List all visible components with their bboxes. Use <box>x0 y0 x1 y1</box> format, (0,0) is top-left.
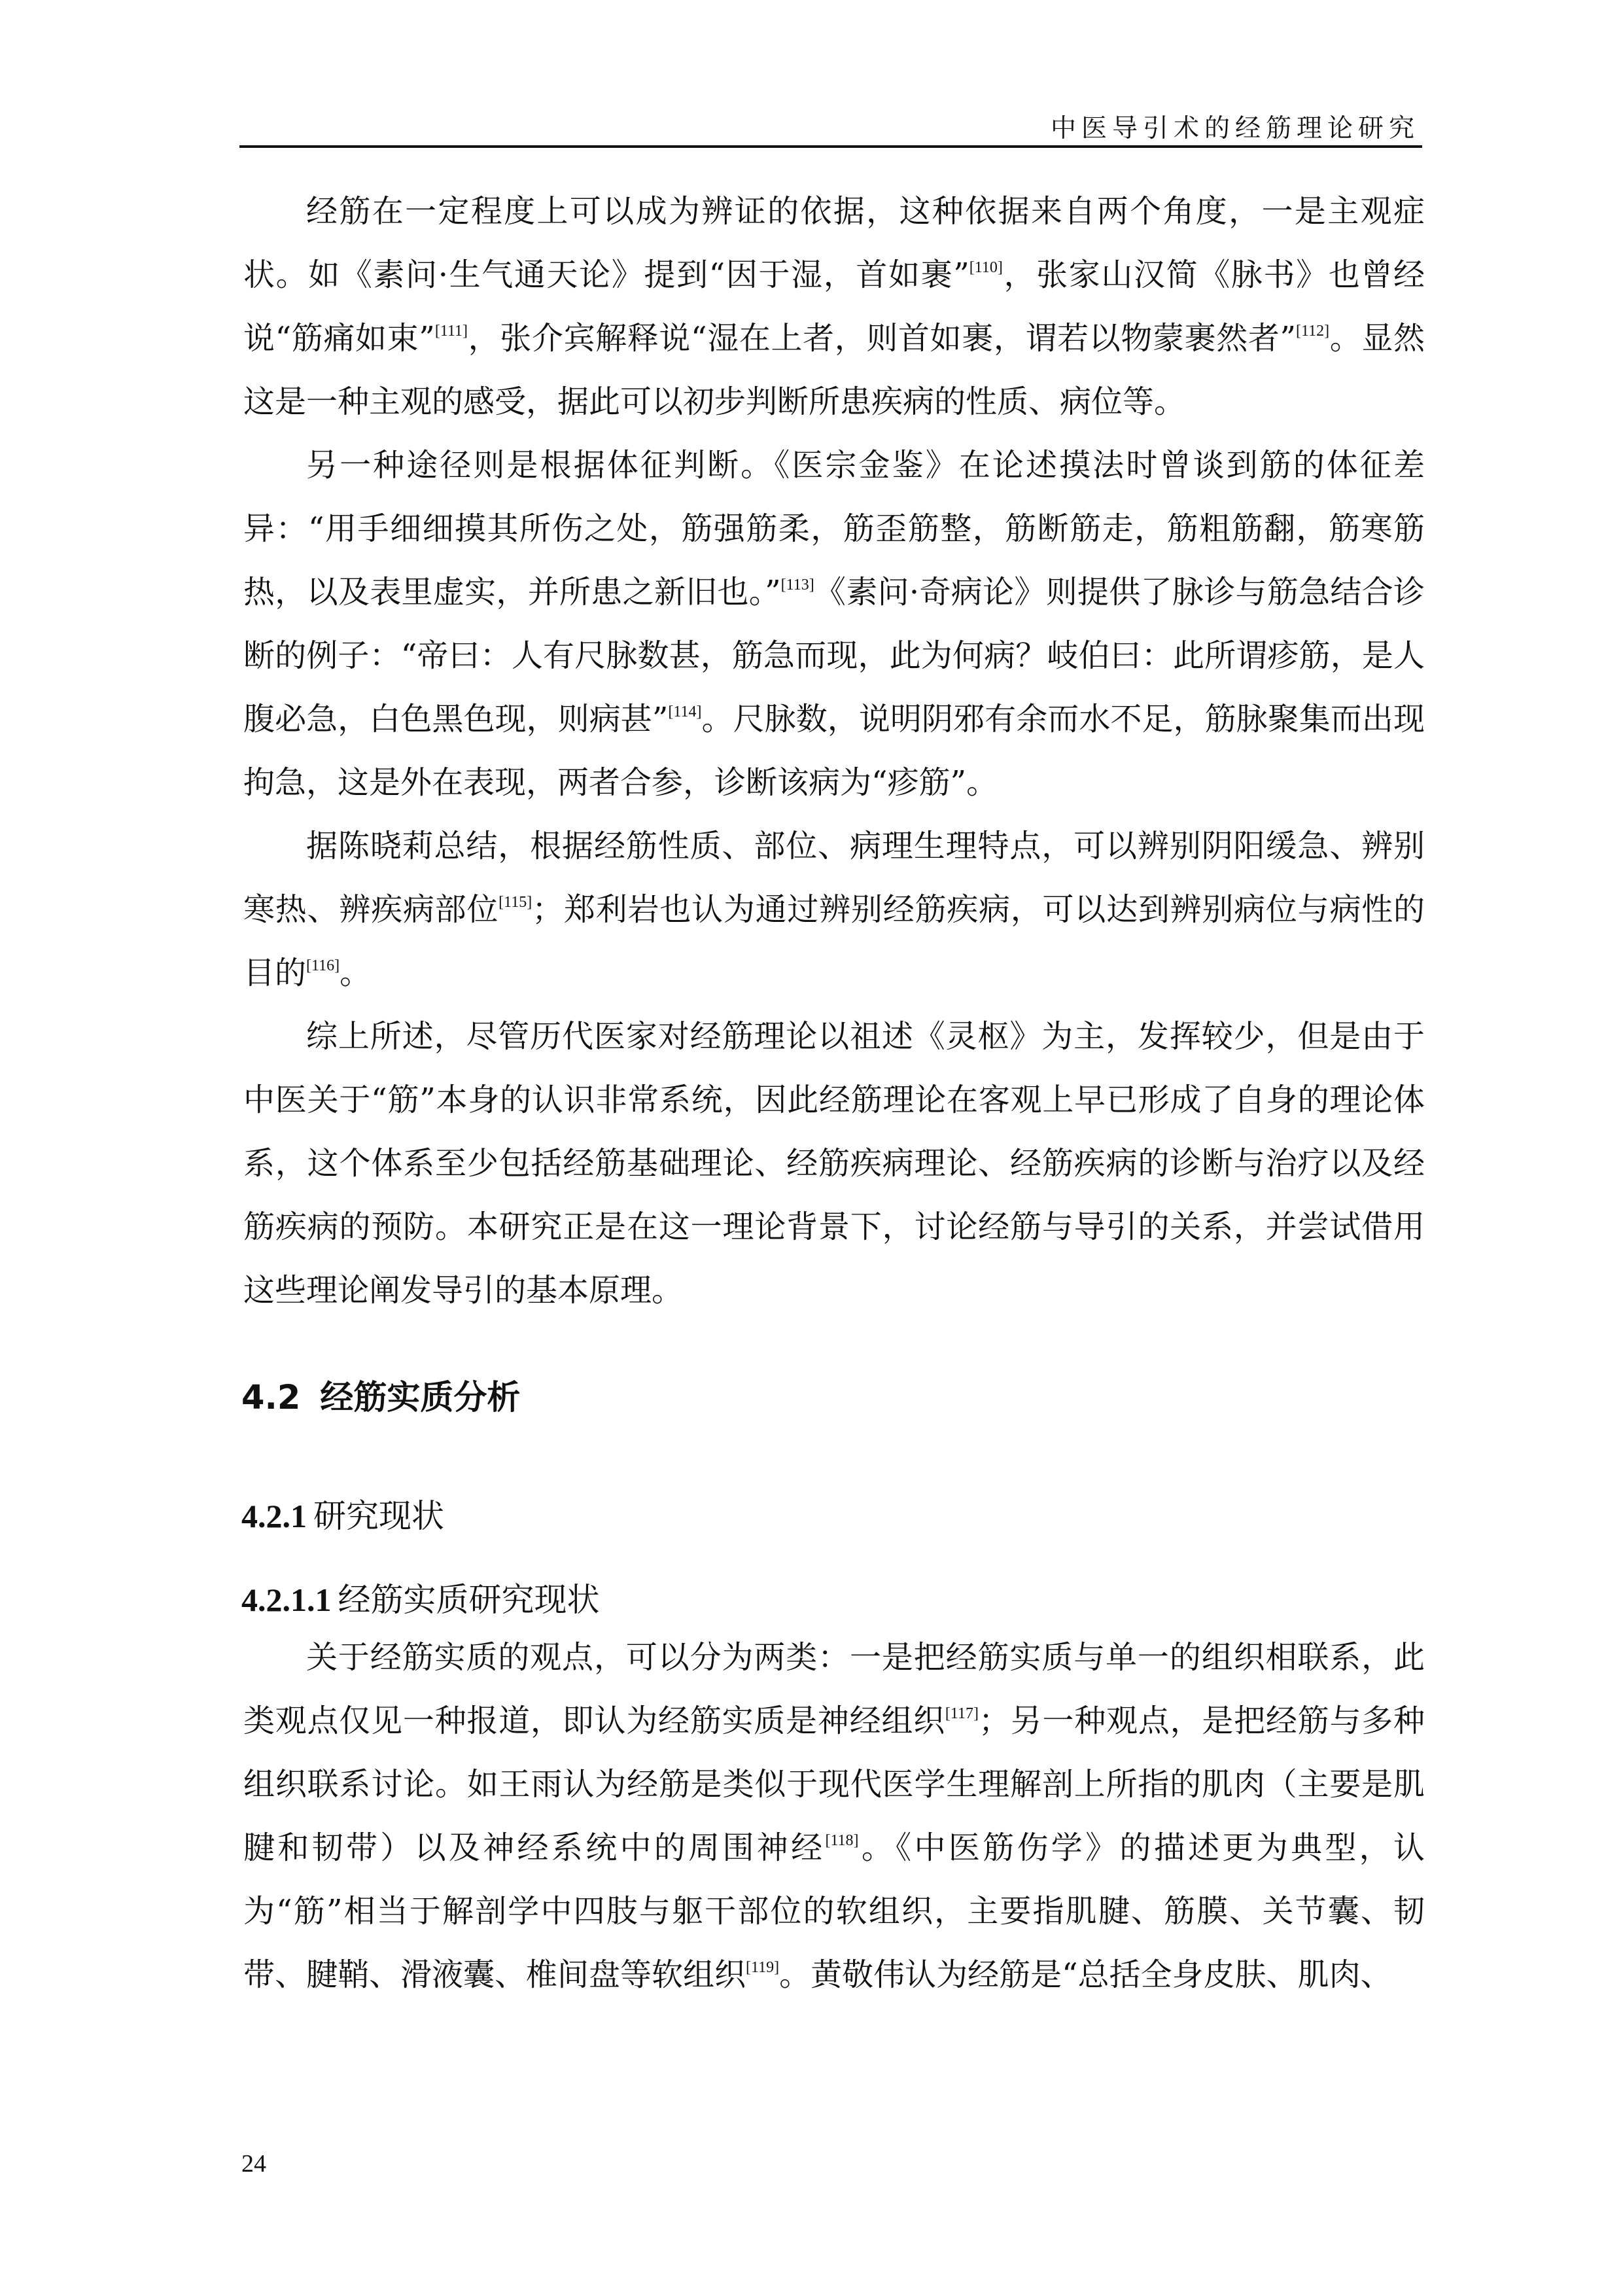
citation-ref: [114] <box>668 703 702 720</box>
subsubsection-number: 4.2.1.1 <box>241 1581 332 1618</box>
running-header: 中医导引术的经筋理论研究 <box>1050 114 1420 143</box>
paragraph-conclusion <box>243 1005 1425 1322</box>
paragraph-diagnosis-signs <box>243 434 1425 815</box>
section-heading <box>241 1370 520 1419</box>
citation-ref: [113] <box>780 576 814 593</box>
section-title: 经筋实质分析 <box>320 1379 521 1417</box>
text-run: 。黄敬伟认为经筋是“总括全身皮肤、肌肉、 <box>779 1956 1392 1993</box>
text-run: 。显然这是一种主观的感受，据此可以初步判断所患疾病的性质、病位等。 <box>243 320 1425 420</box>
text-run: 据陈晓莉总结，根据经筋性质、部位、病理生理特点，可以辨别阴阳缓急、辨别寒热、辨疾病部位 <box>243 828 1425 928</box>
citation-ref: [116] <box>306 957 340 974</box>
text-run: ；另一种观点，是把经筋与多种组织联系讨论。如王雨认为经筋是类似于现代医学生理解剖上所指的肌肉（主要是肌腱和韧带）以及神经系统中的周围神经 <box>243 1703 1425 1866</box>
text-run: ；郑利岩也认为通过辨别经筋疾病，可以达到辨别病位与病性的目的 <box>243 891 1425 991</box>
citation-ref: [119] <box>746 1959 780 1976</box>
text-run: 另一种途径则是根据体征判断。《医宗金鉴》在论述摸法时曾谈到筋的体征差异：“用手细细摸其所伤之处，筋强筋柔，筋歪筋整，筋断筋走，筋粗筋翻，筋寒筋热，以及表里虚实，并所患之新旧也。” <box>243 447 1425 610</box>
text-run: 综上所述，尽管历代医家对经筋理论以祖述《灵枢》为主，发挥较少，但是由于中医关于“筋”本身的认识非常系统，因此经筋理论在客观上早已形成了自身的理论体系，这个体系至少包括经筋基础理论、经筋疾病理论、经筋疾病的诊断与治疗以及经筋疾病的预防。本研究正是在这一理论背景下，讨论经筋与导引的关系，并尝试借用这些理论阐发导引的基本原理。 <box>243 1018 1425 1309</box>
text-run: 经筋在一定程度上可以成为辨证的依据，这种依据来自两个角度，一是主观症状。如《素问·生气通天论》提到“因于湿，首如裹” <box>243 193 1425 293</box>
citation-ref: [110] <box>969 259 1003 276</box>
citation-ref: [111] <box>434 323 468 340</box>
body-text-top <box>243 180 1425 1322</box>
paragraph-essence-views <box>243 1626 1425 2007</box>
citation-ref: [118] <box>825 1832 859 1849</box>
subsection-title: 研究现状 <box>313 1497 444 1535</box>
body-text-bottom <box>243 1626 1425 2007</box>
text-run: 关于经筋实质的观点，可以分为两类：一是把经筋实质与单一的组织相联系，此类观点仅见一种报道，即认为经筋实质是神经组织 <box>243 1639 1425 1739</box>
subsubsection-title: 经筋实质研究现状 <box>338 1581 600 1619</box>
subsubsection-heading <box>241 1574 600 1621</box>
text-run: ，张介宾解释说“湿在上者，则首如裹，谓若以物蒙裹然者” <box>468 320 1297 357</box>
page-number: 24 <box>241 2150 266 2178</box>
subsection-number: 4.2.1 <box>241 1498 307 1534</box>
header-divider <box>239 145 1422 148</box>
subsection-heading <box>241 1490 444 1537</box>
text-run: 《素问·奇病论》则提供了脉诊与筋急结合诊断的例子：“帝曰：人有尺脉数甚，筋急而现，此为何病？岐伯曰：此所谓疹筋，是人腹必急，白色黑色现，则病甚” <box>243 574 1425 737</box>
text-run: ，张家山汉简《脉书》也曾经说“筋痛如束” <box>243 256 1425 357</box>
citation-ref: [117] <box>945 1705 979 1722</box>
paragraph-summary-scholars <box>243 815 1425 1005</box>
section-number: 4.2 <box>241 1379 301 1417</box>
text-run: 。尺脉数，说明阴邪有余而水不足，筋脉聚集而出现拘急，这是外在表现，两者合参，诊断该病为“疹筋”。 <box>243 701 1425 801</box>
paragraph-diagnosis-subjective <box>243 180 1425 434</box>
citation-ref: [115] <box>498 894 532 911</box>
citation-ref: [112] <box>1296 323 1330 340</box>
text-run: 。《中医筋伤学》的描述更为典型，认为“筋”相当于解剖学中四肢与躯干部位的软组织，主要指肌腱、筋膜、关节囊、韧带、腱鞘、滑液囊、椎间盘等软组织 <box>243 1829 1425 1993</box>
text-run: 。 <box>340 955 372 991</box>
